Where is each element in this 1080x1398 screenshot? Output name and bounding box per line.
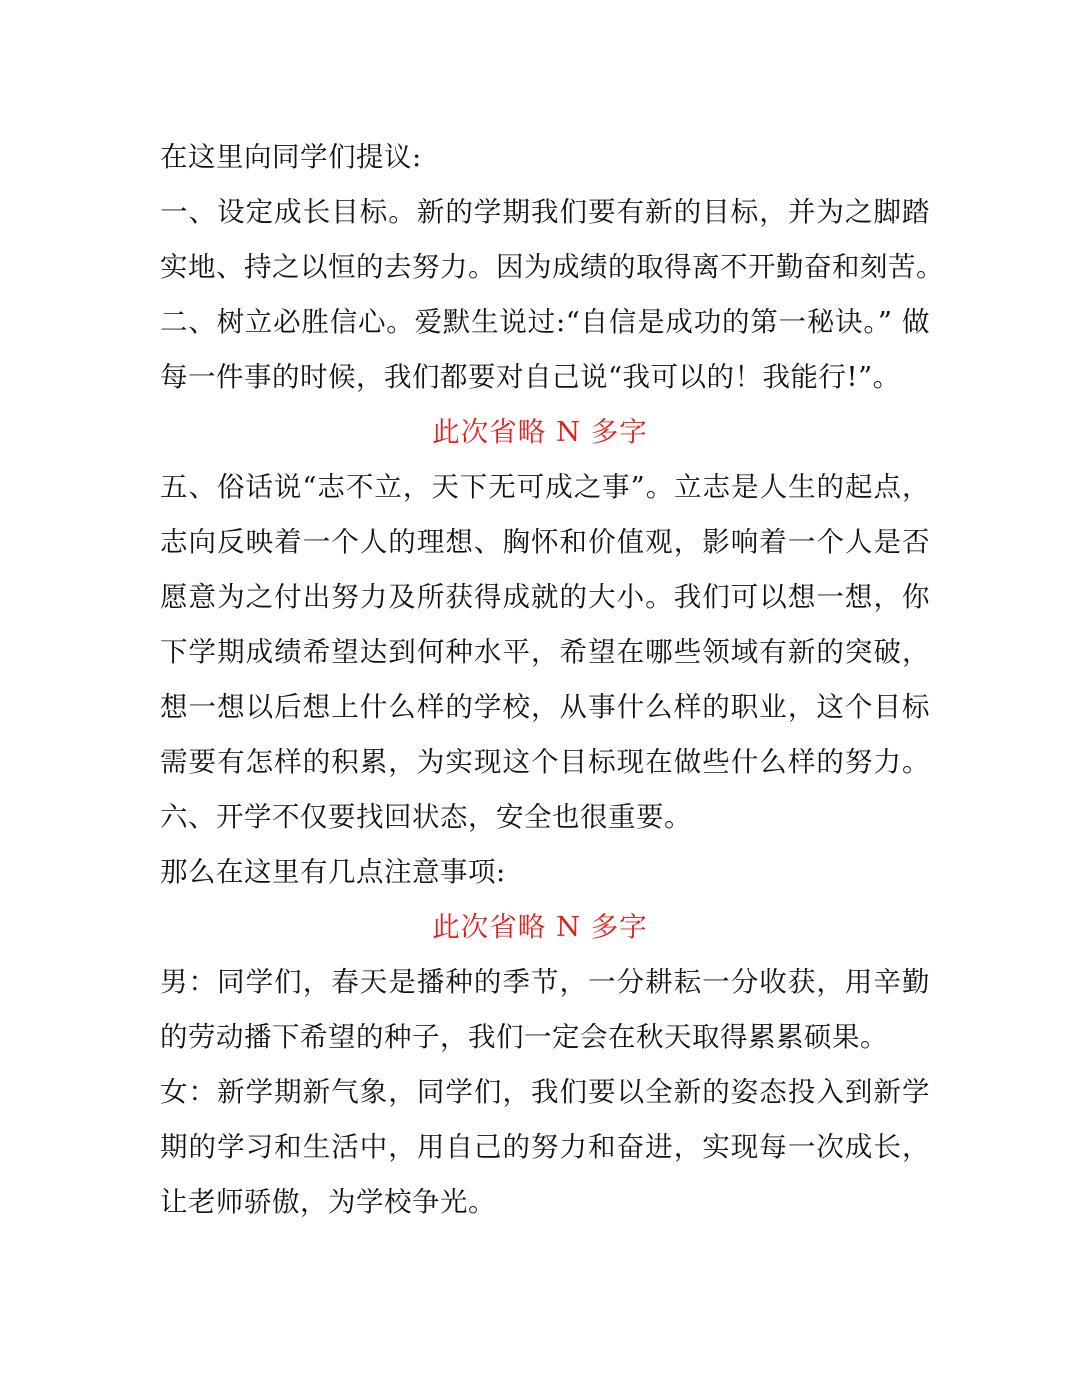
paragraph-intro: 在这里向同学们提议: bbox=[160, 141, 422, 173]
omission-note: 此次省略 N 多字 bbox=[432, 416, 648, 448]
paragraph-line: 二、树立必胜信心。爱默生说过:“自信是成功的第一秘诀。” 做 bbox=[160, 306, 930, 338]
paragraph-line: 想一想以后想上什么样的学校，从事什么样的职业，这个目标 bbox=[160, 691, 930, 723]
paragraph-line: 六、开学不仅要找回状态，安全也很重要。 bbox=[160, 801, 692, 833]
paragraph-line: 每一件事的时候，我们都要对自己说“我可以的！我能行!”。 bbox=[160, 361, 901, 393]
paragraph-line: 让老师骄傲，为学校争光。 bbox=[160, 1186, 496, 1218]
paragraph-line: 的劳动播下希望的种子，我们一定会在秋天取得累累硕果。 bbox=[160, 1021, 888, 1053]
paragraph-line: 愿意为之付出努力及所获得成就的大小。我们可以想一想，你 bbox=[160, 581, 930, 613]
paragraph-line: 需要有怎样的积累，为实现这个目标现在做些什么样的努力。 bbox=[160, 746, 930, 778]
paragraph-line: 期的学习和生活中，用自己的努力和奋进，实现每一次成长， bbox=[160, 1131, 930, 1163]
paragraph-line: 一、设定成长目标。新的学期我们要有新的目标，并为之脚踏 bbox=[160, 196, 930, 228]
paragraph-line: 五、俗话说“志不立，天下无可成之事”。立志是人生的起点， bbox=[160, 471, 930, 503]
paragraph-line: 志向反映着一个人的理想、胸怀和价值观，影响着一个人是否 bbox=[160, 526, 930, 558]
omission-note: 此次省略 N 多字 bbox=[432, 911, 648, 943]
paragraph-line: 下学期成绩希望达到何种水平，希望在哪些领域有新的突破， bbox=[160, 636, 930, 668]
paragraph-line: 实地、持之以恒的去努力。因为成绩的取得离不开勤奋和刻苦。 bbox=[160, 251, 944, 283]
paragraph-line: 女：新学期新气象，同学们，我们要以全新的姿态投入到新学 bbox=[160, 1076, 930, 1108]
paragraph-line: 男：同学们，春天是播种的季节，一分耕耘一分收获，用辛勤 bbox=[160, 966, 930, 998]
paragraph-line: 那么在这里有几点注意事项: bbox=[160, 856, 506, 888]
